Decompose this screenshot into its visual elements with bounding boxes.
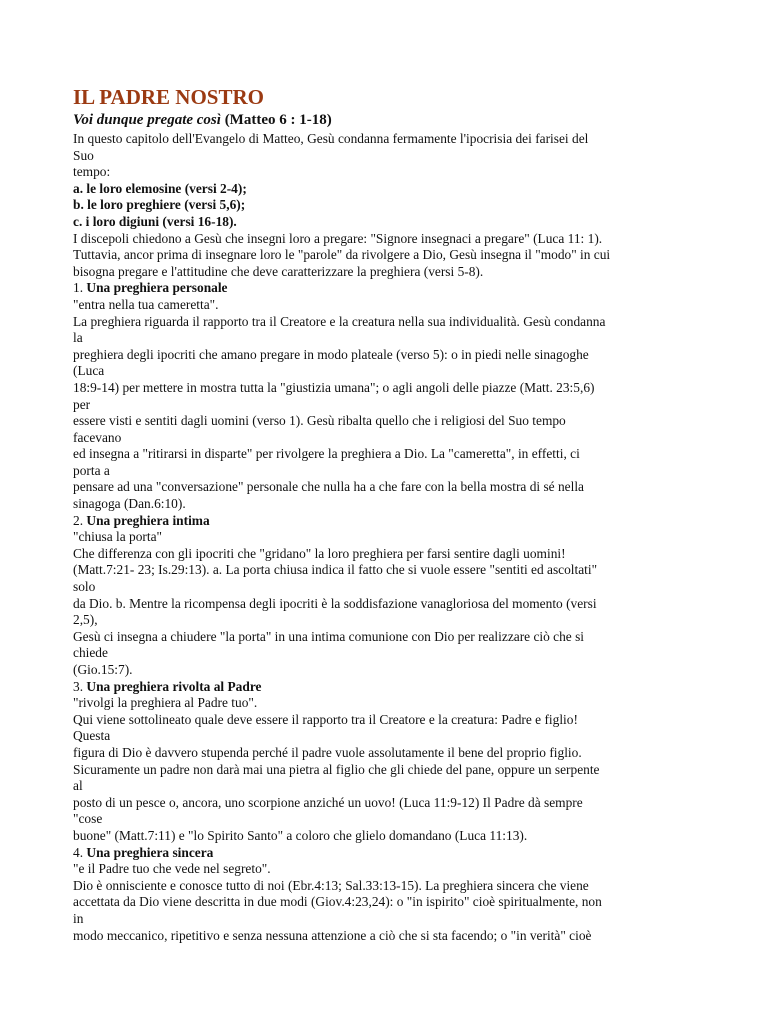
subtitle-reference: (Matteo 6 : 1-18) [224,112,332,128]
text-line: "chiusa la porta" [73,529,163,545]
section-heading [73,280,703,297]
text-line: essere visti e sentiti dagli uomini (verso 1). Gesù ribalta quello che i religiosi del Suo tempo [73,413,566,429]
list-item: c. i loro digiuni (versi 16-18). [73,213,237,229]
section-number: 2. [73,512,84,528]
section-title: Una preghiera sincera [86,844,214,860]
text-line: solo [73,579,96,595]
text-line: posto di un pesce o, ancora, uno scorpione anziché un uovo! (Luca 11:9-12) Il Padre dà sempre [73,794,583,810]
text-line: "e il Padre tuo che vede nel segreto". [73,861,271,877]
text-line: pensare ad una "conversazione" personale che nulla ha a che fare con la bella mostra di sé nella [73,479,584,495]
text-line: tempo: [73,164,111,180]
text-line: porta a [73,462,110,478]
text-line: Gesù ci insegna a chiudere "la porta" in una intima comunione con Dio per realizzare ciò che si [73,628,585,644]
page-title: IL PADRE NOSTRO [73,85,264,109]
text-line: (Luca [73,363,105,379]
list-item: a. le loro elemosine (versi 2-4); [73,180,247,196]
text-line: "rivolgi la preghiera al Padre tuo". [73,695,258,711]
text-line: figura di Dio è davvero stupenda perché il padre vuole assolutamente il bene del proprio figlio. [73,744,582,760]
text-line: I discepoli chiedono a Gesù che insegni loro a pregare: "Signore insegnaci a pregare" (Luca 11: 1). [73,230,603,246]
text-line: (Gio.15:7). [73,662,133,677]
section-heading [73,513,703,530]
text-line: Sicuramente un padre non darà mai una pietra al figlio che gli chiede del pane, oppure un serpente [73,761,600,777]
section-title: Una preghiera personale [86,280,228,296]
text-line: In questo capitolo dell'Evangelo di Matteo, Gesù condanna fermamente l'ipocrisia dei farisei del [73,131,589,146]
text-line: "entra nella tua cameretta". [73,296,219,312]
text-line: in [73,910,84,926]
text-line: bisogna pregare e l'attitudine che deve caratterizzare la preghiera (versi 5-8). [73,263,484,279]
text-line: 2,5), [73,612,98,628]
section-number: 4. [73,844,84,860]
section-title: Una preghiera rivolta al Padre [86,678,262,694]
text-line: da Dio. b. Mentre la ricompensa degli ipocriti è la soddisfazione vanagloriosa del momento (versi [73,595,597,611]
section-number: 3. [73,678,84,694]
text-line: modo meccanico, ripetitivo e senza nessuna attenzione a ciò che si sta facendo; o "in verità" cioè [73,927,592,943]
text-line: Questa [73,728,111,744]
section-heading [73,845,703,862]
text-line: chiede [73,645,108,661]
section-heading [73,679,703,696]
section-title: Una preghiera intima [86,512,210,528]
subtitle [73,111,703,131]
text-line: 18:9-14) per mettere in mostra tutta la "giustizia umana"; o agli angoli delle piazze (Matt. 23:5,6) [73,379,595,395]
text-line: La preghiera riguarda il rapporto tra il Creatore e la creatura nella sua individualità. Gesù condanna [73,313,606,329]
list-item: b. le loro preghiere (versi 5,6); [73,197,246,213]
text-line: accettata da Dio viene descritta in due modi (Giov.4:23,24): o "in ispirito" cioè spiritualmente, non [73,894,602,910]
text-line: Tuttavia, ancor prima di insegnare loro le "parole" da rivolgere a Dio, Gesù insegna il "modo" in cui [73,247,611,263]
text-line: la [73,330,83,346]
body-text [73,131,703,944]
text-line: sinagoga (Dan.6:10). [73,496,186,512]
document-body [73,84,703,944]
text-line: Suo [73,147,94,163]
text-line: facevano [73,429,122,445]
text-line: per [73,396,91,412]
text-line: Dio è onnisciente e conosce tutto di noi (Ebr.4:13; Sal.33:13-15). La preghiera sincera che viene [73,877,589,893]
section-number: 1. [73,280,84,296]
text-line: buone" (Matt.7:11) e "lo Spirito Santo" a coloro che glielo domandano (Luca 11:13). [73,827,528,843]
text-line: Qui viene sottolineato quale deve essere il rapporto tra il Creatore e la creatura: Padre e figlio! [73,711,578,727]
text-line: (Matt.7:21- 23; Is.29:13). a. La porta chiusa indica il fatto che si vuole essere "sentiti ed ascoltati" [73,562,598,578]
text-line: Che differenza con gli ipocriti che "gridano" la loro preghiera per farsi sentire dagli uomini! [73,545,566,561]
text-line: preghiera degli ipocriti che amano pregare in modo plateale (verso 5): o in piedi nelle sinagoghe [73,346,589,362]
subtitle-quote: Voi dunque pregate così [73,112,221,128]
text-line: al [73,778,83,794]
text-line: "cose [73,811,103,827]
text-line: ed insegna a "ritirarsi in disparte" per rivolgere la preghiera a Dio. La "cameretta", in effetti, ci [73,446,580,462]
